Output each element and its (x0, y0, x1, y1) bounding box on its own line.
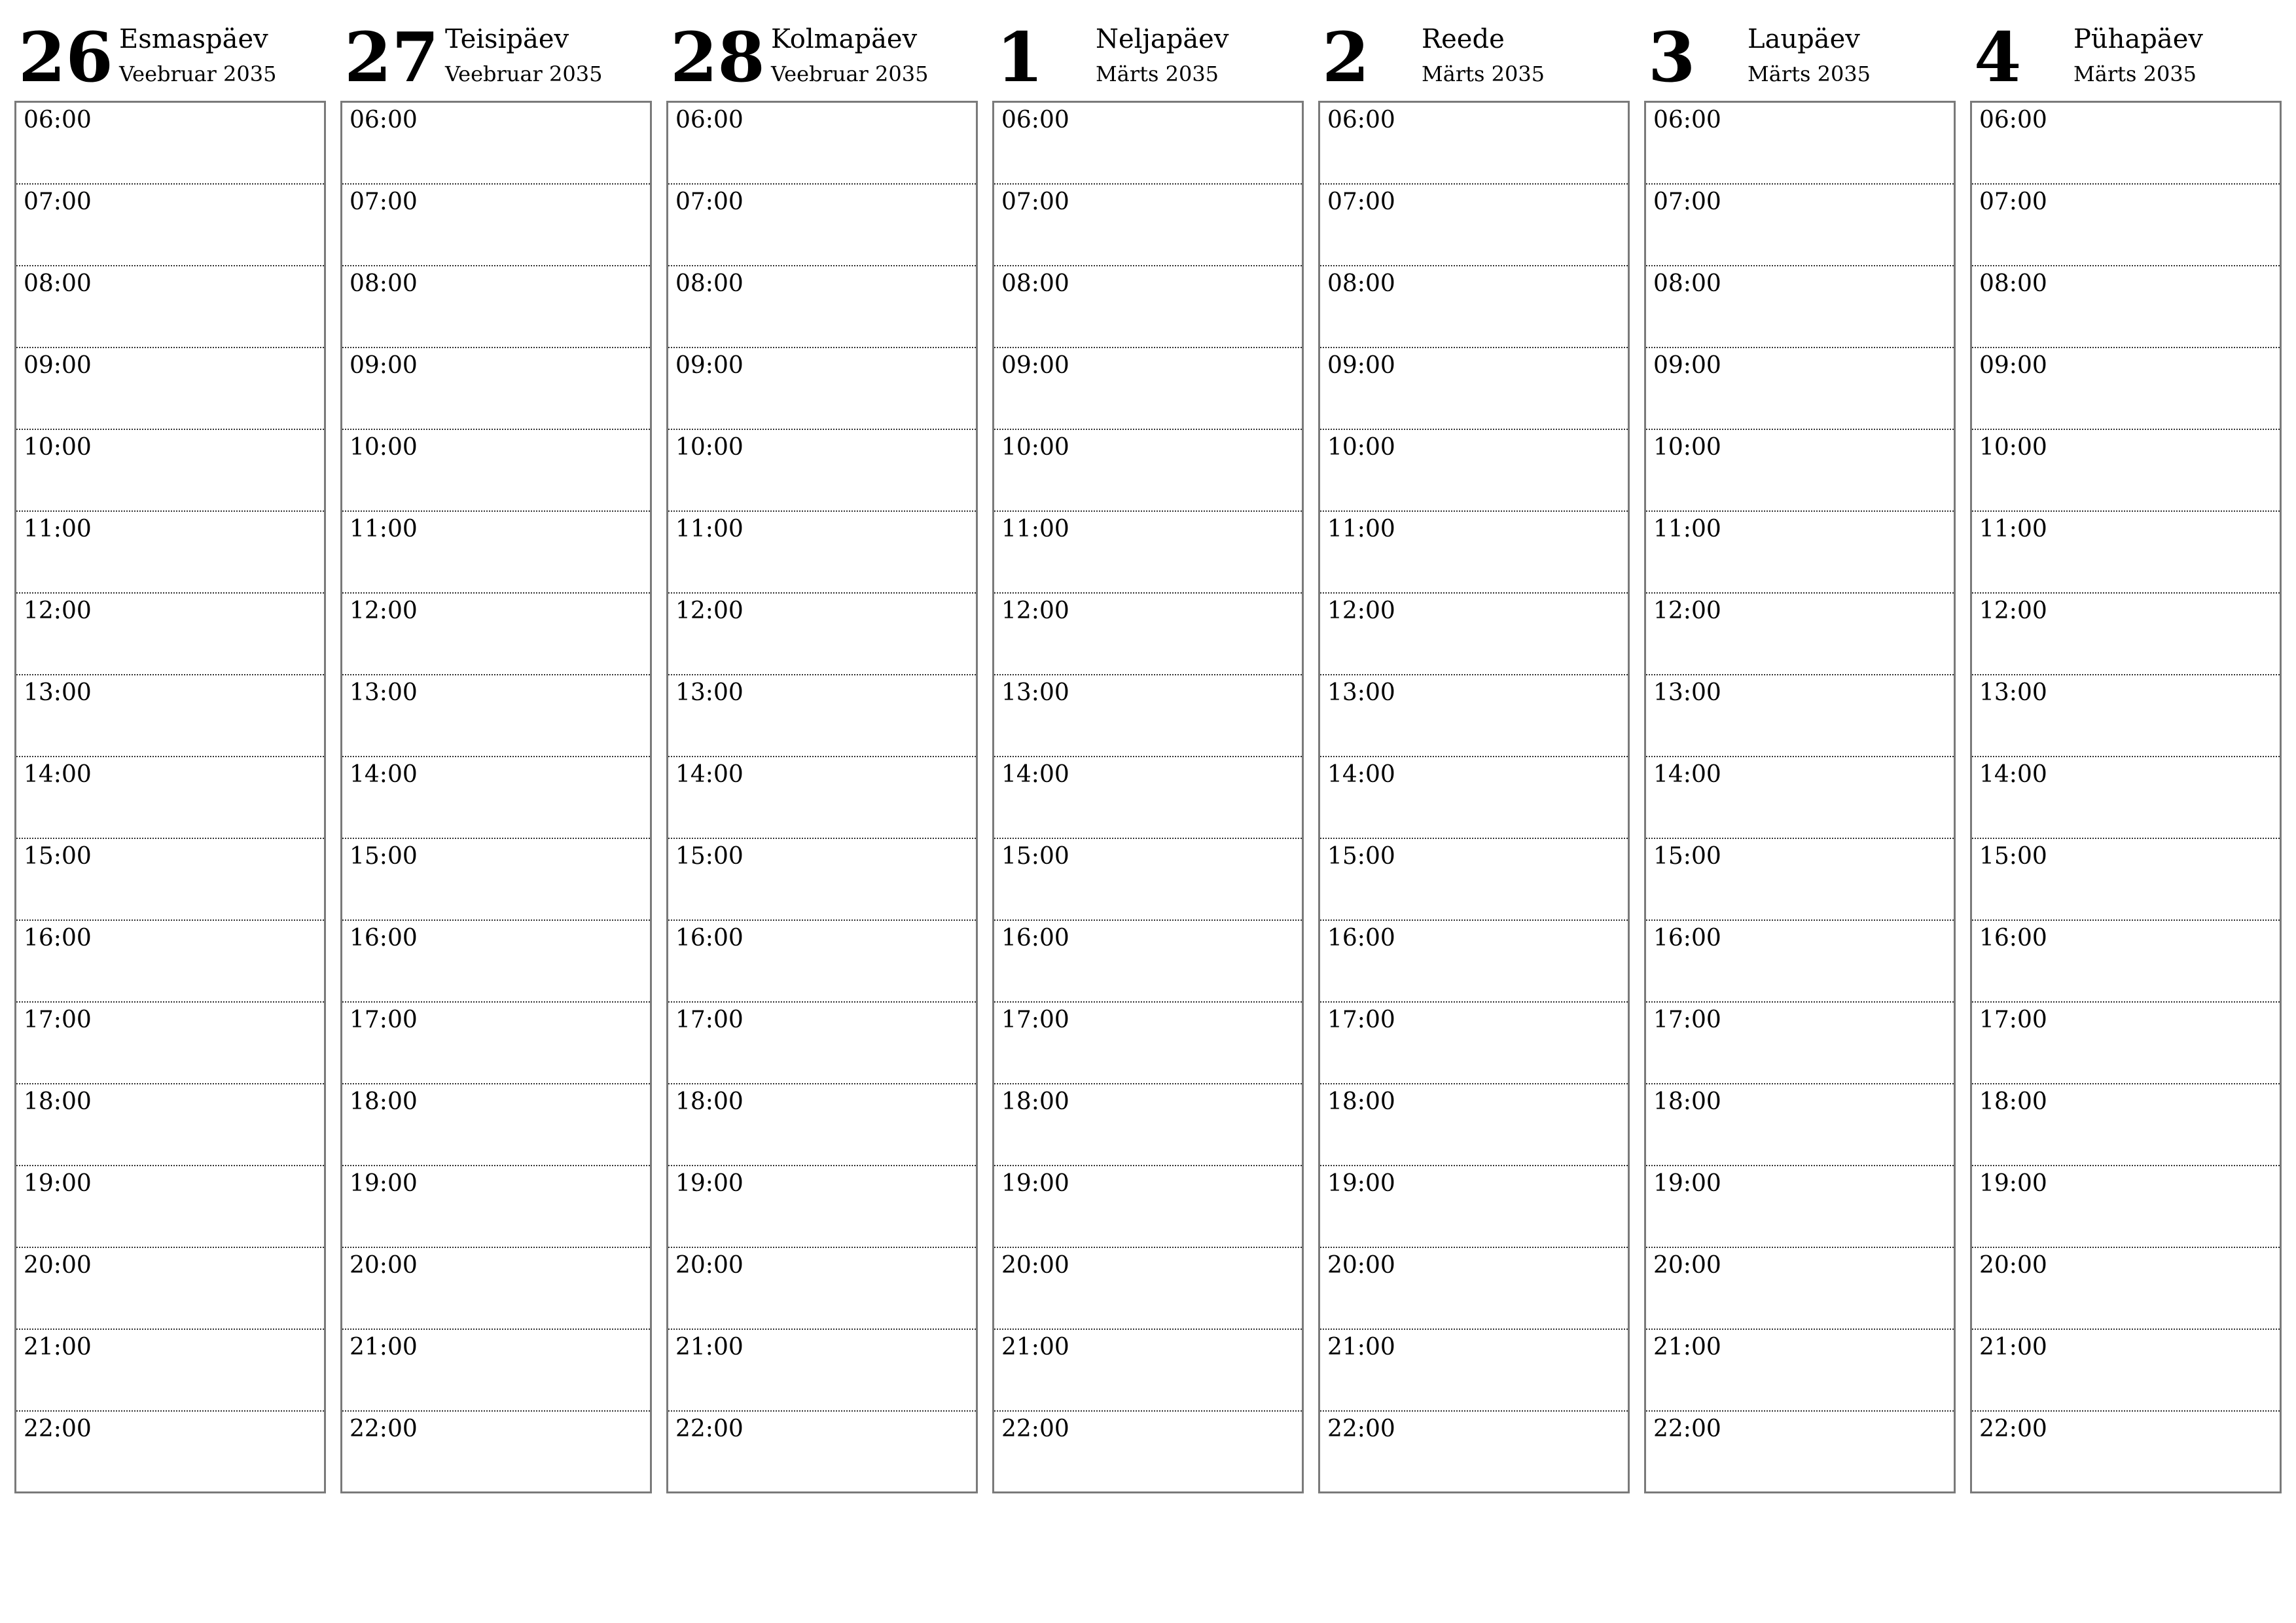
time-label: 13:00 (1653, 679, 1721, 706)
time-slot[interactable] (1646, 103, 1954, 185)
time-slot[interactable] (16, 103, 324, 185)
time-label: 16:00 (1327, 925, 1395, 952)
time-slot[interactable] (994, 1330, 1302, 1412)
day-header (1318, 0, 1630, 98)
time-label: 16:00 (1979, 925, 2047, 952)
time-label: 07:00 (1327, 188, 1395, 215)
time-slot[interactable] (16, 512, 324, 594)
time-slot[interactable] (342, 1412, 650, 1493)
time-label: 08:00 (1001, 270, 1069, 297)
time-slot[interactable] (1646, 1084, 1954, 1166)
time-label: 07:00 (1001, 188, 1069, 215)
time-slot[interactable] (668, 921, 976, 1003)
time-label: 07:00 (675, 188, 744, 215)
time-label: 21:00 (1653, 1334, 1721, 1361)
time-label: 08:00 (1979, 270, 2047, 297)
time-slot[interactable] (1320, 348, 1628, 430)
time-slot[interactable] (342, 839, 650, 921)
time-label: 19:00 (1327, 1170, 1395, 1197)
time-slot[interactable] (342, 348, 650, 430)
time-label: 18:00 (24, 1088, 92, 1115)
time-slot[interactable] (1320, 1412, 1628, 1493)
day-number: 4 (1974, 17, 2022, 98)
time-slot[interactable] (668, 1084, 976, 1166)
time-slot[interactable] (668, 757, 976, 839)
time-label: 09:00 (1653, 352, 1721, 379)
time-label: 15:00 (1001, 843, 1069, 870)
time-label: 22:00 (350, 1416, 418, 1442)
time-slot[interactable] (1646, 1412, 1954, 1493)
time-label: 14:00 (1001, 761, 1069, 788)
time-slot[interactable] (994, 1084, 1302, 1166)
time-slot[interactable] (668, 1166, 976, 1248)
time-slot[interactable] (1646, 921, 1954, 1003)
time-grid (992, 101, 1304, 1493)
day-number: 1 (996, 17, 1044, 98)
time-label: 09:00 (1001, 352, 1069, 379)
time-slot[interactable] (1972, 757, 2280, 839)
time-slot[interactable] (1972, 921, 2280, 1003)
time-label: 14:00 (1653, 761, 1721, 788)
time-label: 09:00 (675, 352, 744, 379)
time-slot[interactable] (342, 757, 650, 839)
time-label: 20:00 (1979, 1252, 2047, 1279)
time-slot[interactable] (994, 185, 1302, 266)
time-label: 19:00 (675, 1170, 744, 1197)
time-label: 11:00 (675, 516, 744, 543)
time-label: 21:00 (1327, 1334, 1395, 1361)
time-slot[interactable] (16, 348, 324, 430)
time-label: 15:00 (350, 843, 418, 870)
time-grid (14, 101, 326, 1493)
time-label: 19:00 (1653, 1170, 1721, 1197)
time-label: 09:00 (24, 352, 92, 379)
time-label: 22:00 (1327, 1416, 1395, 1442)
time-slot[interactable] (16, 266, 324, 348)
time-slot[interactable] (1646, 1248, 1954, 1330)
time-slot[interactable] (994, 348, 1302, 430)
time-label: 19:00 (1001, 1170, 1069, 1197)
time-slot[interactable] (1646, 512, 1954, 594)
time-slot[interactable] (994, 1248, 1302, 1330)
time-slot[interactable] (668, 185, 976, 266)
time-slot[interactable] (1320, 921, 1628, 1003)
day-number: 26 (18, 17, 113, 98)
time-slot[interactable] (668, 1003, 976, 1084)
time-label: 18:00 (1979, 1088, 2047, 1115)
time-slot[interactable] (1320, 1084, 1628, 1166)
time-slot[interactable] (1320, 512, 1628, 594)
time-label: 08:00 (1653, 270, 1721, 297)
time-slot[interactable] (1972, 430, 2280, 512)
time-label: 08:00 (675, 270, 744, 297)
time-slot[interactable] (668, 1330, 976, 1412)
time-slot[interactable] (668, 512, 976, 594)
time-slot[interactable] (1972, 1412, 2280, 1493)
time-slot[interactable] (1646, 594, 1954, 675)
time-label: 06:00 (24, 107, 92, 134)
time-slot[interactable] (16, 1248, 324, 1330)
day-number: 28 (670, 17, 765, 98)
time-slot[interactable] (1646, 757, 1954, 839)
time-slot[interactable] (1972, 675, 2280, 757)
time-label: 11:00 (350, 516, 418, 543)
time-slot[interactable] (1972, 348, 2280, 430)
time-slot[interactable] (994, 594, 1302, 675)
day-name: Kolmapäev (771, 24, 918, 54)
time-label: 20:00 (350, 1252, 418, 1279)
time-label: 20:00 (24, 1252, 92, 1279)
time-grid (1970, 101, 2282, 1493)
time-slot[interactable] (1320, 594, 1628, 675)
day-header (14, 0, 326, 98)
time-label: 18:00 (1653, 1088, 1721, 1115)
time-label: 12:00 (24, 597, 92, 624)
time-slot[interactable] (994, 430, 1302, 512)
time-label: 16:00 (24, 925, 92, 952)
day-name: Reede (1422, 24, 1505, 54)
day-header (1970, 0, 2282, 98)
time-slot[interactable] (1320, 103, 1628, 185)
time-slot[interactable] (668, 1248, 976, 1330)
time-label: 10:00 (350, 434, 418, 461)
time-slot[interactable] (1646, 185, 1954, 266)
time-slot[interactable] (1320, 757, 1628, 839)
time-slot[interactable] (994, 103, 1302, 185)
time-label: 18:00 (350, 1088, 418, 1115)
time-slot[interactable] (668, 839, 976, 921)
time-slot[interactable] (668, 430, 976, 512)
day-name: Pühapäev (2073, 24, 2204, 54)
time-label: 14:00 (350, 761, 418, 788)
time-slot[interactable] (342, 103, 650, 185)
time-slot[interactable] (1972, 1248, 2280, 1330)
time-slot[interactable] (1972, 839, 2280, 921)
time-slot[interactable] (342, 675, 650, 757)
time-slot[interactable] (342, 1003, 650, 1084)
day-number: 3 (1648, 17, 1696, 98)
time-slot[interactable] (1972, 1003, 2280, 1084)
time-label: 21:00 (1001, 1334, 1069, 1361)
time-label: 06:00 (675, 107, 744, 134)
time-slot[interactable] (994, 266, 1302, 348)
time-label: 10:00 (1653, 434, 1721, 461)
time-label: 15:00 (675, 843, 744, 870)
time-label: 08:00 (350, 270, 418, 297)
time-label: 16:00 (350, 925, 418, 952)
time-slot[interactable] (1972, 512, 2280, 594)
time-slot[interactable] (16, 1003, 324, 1084)
time-label: 13:00 (1979, 679, 2047, 706)
time-slot[interactable] (1972, 103, 2280, 185)
day-header (340, 0, 652, 98)
time-label: 16:00 (1653, 925, 1721, 952)
time-label: 18:00 (1001, 1088, 1069, 1115)
time-slot[interactable] (994, 675, 1302, 757)
day-number: 27 (344, 17, 439, 98)
time-slot[interactable] (1646, 430, 1954, 512)
day-header (666, 0, 978, 98)
time-label: 20:00 (675, 1252, 744, 1279)
time-slot[interactable] (668, 266, 976, 348)
time-label: 17:00 (24, 1007, 92, 1033)
time-slot[interactable] (1320, 1330, 1628, 1412)
time-slot[interactable] (668, 1412, 976, 1493)
time-slot[interactable] (16, 1412, 324, 1493)
time-label: 13:00 (350, 679, 418, 706)
time-label: 07:00 (1979, 188, 2047, 215)
day-month: Märts 2035 (2073, 62, 2197, 86)
time-label: 16:00 (1001, 925, 1069, 952)
time-label: 13:00 (675, 679, 744, 706)
time-slot[interactable] (342, 430, 650, 512)
time-label: 10:00 (1001, 434, 1069, 461)
time-slot[interactable] (1320, 839, 1628, 921)
day-header (992, 0, 1304, 98)
time-label: 10:00 (24, 434, 92, 461)
day-number: 2 (1322, 17, 1370, 98)
time-slot[interactable] (994, 921, 1302, 1003)
time-label: 21:00 (675, 1334, 744, 1361)
time-label: 07:00 (350, 188, 418, 215)
time-slot[interactable] (16, 185, 324, 266)
time-label: 20:00 (1327, 1252, 1395, 1279)
time-slot[interactable] (16, 1166, 324, 1248)
time-grid (1318, 101, 1630, 1493)
time-slot[interactable] (994, 757, 1302, 839)
time-slot[interactable] (1320, 430, 1628, 512)
time-slot[interactable] (16, 1330, 324, 1412)
time-slot[interactable] (1646, 1166, 1954, 1248)
time-label: 19:00 (350, 1170, 418, 1197)
time-label: 12:00 (350, 597, 418, 624)
time-label: 17:00 (1653, 1007, 1721, 1033)
time-slot[interactable] (668, 675, 976, 757)
time-label: 17:00 (1979, 1007, 2047, 1033)
time-label: 09:00 (1979, 352, 2047, 379)
time-slot[interactable] (1972, 185, 2280, 266)
day-name: Laupäev (1748, 24, 1860, 54)
time-slot[interactable] (1972, 266, 2280, 348)
time-slot[interactable] (1972, 1166, 2280, 1248)
time-slot[interactable] (1646, 348, 1954, 430)
time-label: 15:00 (1327, 843, 1395, 870)
time-slot[interactable] (342, 594, 650, 675)
time-label: 11:00 (1979, 516, 2047, 543)
time-label: 13:00 (24, 679, 92, 706)
time-slot[interactable] (1972, 1084, 2280, 1166)
time-label: 16:00 (675, 925, 744, 952)
time-label: 11:00 (1001, 516, 1069, 543)
time-label: 10:00 (1979, 434, 2047, 461)
time-slot[interactable] (16, 839, 324, 921)
time-label: 15:00 (1979, 843, 2047, 870)
time-label: 14:00 (675, 761, 744, 788)
day-header (1644, 0, 1956, 98)
time-label: 10:00 (675, 434, 744, 461)
time-label: 15:00 (1653, 843, 1721, 870)
time-slot[interactable] (994, 1412, 1302, 1493)
time-label: 11:00 (24, 516, 92, 543)
time-grid (666, 101, 978, 1493)
time-slot[interactable] (342, 1248, 650, 1330)
time-label: 14:00 (24, 761, 92, 788)
time-label: 14:00 (1979, 761, 2047, 788)
time-label: 06:00 (1653, 107, 1721, 134)
day-month: Veebruar 2035 (771, 62, 929, 86)
time-slot[interactable] (16, 594, 324, 675)
time-label: 13:00 (1327, 679, 1395, 706)
time-slot[interactable] (994, 1003, 1302, 1084)
time-label: 21:00 (24, 1334, 92, 1361)
time-label: 12:00 (1979, 597, 2047, 624)
time-label: 20:00 (1001, 1252, 1069, 1279)
time-slot[interactable] (1646, 1003, 1954, 1084)
time-label: 22:00 (675, 1416, 744, 1442)
time-label: 11:00 (1653, 516, 1721, 543)
time-label: 12:00 (1001, 597, 1069, 624)
time-slot[interactable] (342, 921, 650, 1003)
time-label: 11:00 (1327, 516, 1395, 543)
day-name: Teisipäev (445, 24, 569, 54)
time-label: 10:00 (1327, 434, 1395, 461)
time-slot[interactable] (16, 1084, 324, 1166)
time-label: 18:00 (1327, 1088, 1395, 1115)
time-slot[interactable] (994, 1166, 1302, 1248)
time-slot[interactable] (342, 1330, 650, 1412)
time-label: 21:00 (350, 1334, 418, 1361)
time-slot[interactable] (1320, 1166, 1628, 1248)
time-label: 06:00 (1327, 107, 1395, 134)
time-label: 18:00 (675, 1088, 744, 1115)
time-label: 06:00 (1979, 107, 2047, 134)
day-name: Neljapäev (1096, 24, 1229, 54)
time-slot[interactable] (668, 103, 976, 185)
time-label: 12:00 (1327, 597, 1395, 624)
time-slot[interactable] (342, 1084, 650, 1166)
day-month: Veebruar 2035 (119, 62, 277, 86)
time-slot[interactable] (1646, 839, 1954, 921)
time-label: 06:00 (350, 107, 418, 134)
time-label: 07:00 (1653, 188, 1721, 215)
time-slot[interactable] (1320, 1248, 1628, 1330)
time-label: 22:00 (24, 1416, 92, 1442)
time-slot[interactable] (342, 185, 650, 266)
time-slot[interactable] (1320, 1003, 1628, 1084)
time-slot[interactable] (1646, 1330, 1954, 1412)
day-month: Märts 2035 (1096, 62, 1219, 86)
time-slot[interactable] (342, 266, 650, 348)
time-slot[interactable] (342, 512, 650, 594)
time-grid (340, 101, 652, 1493)
time-label: 19:00 (1979, 1170, 2047, 1197)
time-slot[interactable] (1972, 594, 2280, 675)
day-name: Esmaspäev (119, 24, 268, 54)
time-label: 17:00 (1327, 1007, 1395, 1033)
time-slot[interactable] (1972, 1330, 2280, 1412)
time-label: 22:00 (1653, 1416, 1721, 1442)
time-slot[interactable] (994, 512, 1302, 594)
time-label: 08:00 (24, 270, 92, 297)
time-label: 22:00 (1979, 1416, 2047, 1442)
time-grid (1644, 101, 1956, 1493)
time-slot[interactable] (994, 839, 1302, 921)
time-label: 06:00 (1001, 107, 1069, 134)
time-label: 13:00 (1001, 679, 1069, 706)
time-slot[interactable] (1320, 266, 1628, 348)
time-label: 17:00 (675, 1007, 744, 1033)
time-slot[interactable] (668, 348, 976, 430)
time-slot[interactable] (16, 757, 324, 839)
time-label: 20:00 (1653, 1252, 1721, 1279)
time-label: 09:00 (1327, 352, 1395, 379)
time-slot[interactable] (16, 675, 324, 757)
time-label: 14:00 (1327, 761, 1395, 788)
time-slot[interactable] (1646, 675, 1954, 757)
time-label: 08:00 (1327, 270, 1395, 297)
time-label: 15:00 (24, 843, 92, 870)
time-label: 12:00 (675, 597, 744, 624)
time-label: 22:00 (1001, 1416, 1069, 1442)
day-month: Veebruar 2035 (445, 62, 603, 86)
time-slot[interactable] (668, 594, 976, 675)
time-slot[interactable] (342, 1166, 650, 1248)
time-label: 17:00 (350, 1007, 418, 1033)
time-label: 21:00 (1979, 1334, 2047, 1361)
time-label: 12:00 (1653, 597, 1721, 624)
time-label: 17:00 (1001, 1007, 1069, 1033)
time-slot[interactable] (1320, 675, 1628, 757)
day-month: Märts 2035 (1422, 62, 1545, 86)
day-month: Märts 2035 (1748, 62, 1871, 86)
time-label: 09:00 (350, 352, 418, 379)
time-slot[interactable] (1320, 185, 1628, 266)
time-label: 19:00 (24, 1170, 92, 1197)
time-slot[interactable] (16, 921, 324, 1003)
time-label: 07:00 (24, 188, 92, 215)
time-slot[interactable] (1646, 266, 1954, 348)
time-slot[interactable] (16, 430, 324, 512)
